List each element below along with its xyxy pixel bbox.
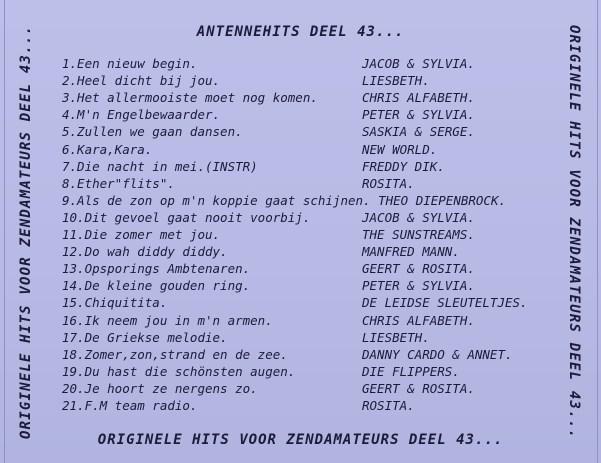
track-title: 4.M'n Engelbewaarder. bbox=[62, 107, 221, 123]
track-artist: ROSITA. bbox=[362, 175, 415, 191]
track-artist: DE LEIDSE SLEUTELTJES. bbox=[362, 295, 528, 311]
track-artist: PETER & SYLVIA. bbox=[362, 107, 475, 123]
track-title: 13.Opsporings Ambtenaren. bbox=[62, 261, 251, 277]
track-title: 20.Je hoort ze nergens zo. bbox=[62, 380, 258, 396]
track-title: 21.F.M team radio. bbox=[62, 398, 198, 413]
track-title: 10.Dit gevoel gaat nooit voorbij. bbox=[62, 209, 311, 225]
track-artist: DANNY CARDO & ANNET. bbox=[362, 346, 513, 362]
track-title: 15.Chiquitita. bbox=[62, 295, 168, 311]
track-artist: ROSITA. bbox=[362, 398, 415, 413]
track-title: 14.De kleine gouden ring. bbox=[62, 278, 251, 294]
track-title: 11.Die zomer met jou. bbox=[62, 227, 221, 242]
track-title: 8.Ether"flits". bbox=[62, 175, 175, 191]
track-title: 3.Het allermooiste moet nog komen. bbox=[62, 90, 318, 106]
track-title: 16.Ik neem jou in m'n armen. bbox=[62, 312, 273, 328]
left-spine-text: ORIGINELE HITS VOOR ZENDAMATEURS DEEL 43... bbox=[18, 24, 34, 440]
track-title: 9.Als de zon op m'n koppie gaat schijnen. THEO DIEPENBROCK. bbox=[62, 192, 507, 208]
track-artist: MANFRED MANN. bbox=[362, 244, 460, 260]
track-artist: JACOB & SYLVIA. bbox=[362, 56, 475, 71]
track-title: 17.De Griekse melodie. bbox=[62, 329, 228, 345]
track-title: 6.Kara,Kara. bbox=[62, 141, 153, 157]
track-title: 18.Zomer,zon,strand en de zee. bbox=[62, 346, 288, 362]
track-artist: DIE FLIPPERS. bbox=[362, 363, 460, 379]
track-artist: PETER & SYLVIA. bbox=[362, 278, 475, 294]
track-title: 2.Heel dicht bij jou. bbox=[62, 73, 221, 89]
track-title: 12.Do wah diddy diddy. bbox=[62, 244, 228, 260]
track-artist: NEW WORLD. bbox=[362, 141, 438, 157]
bottom-title: ORIGINELE HITS VOOR ZENDAMATEURS DEEL 43... bbox=[97, 432, 504, 448]
track-artist: CHRIS ALFABETH. bbox=[362, 90, 475, 106]
track-artist: THE SUNSTREAMS. bbox=[362, 227, 475, 242]
track-artist: CHRIS ALFABETH. bbox=[362, 312, 475, 328]
track-artist: GEERT & ROSITA. bbox=[362, 380, 475, 396]
track-artist: SASKIA & SERGE. bbox=[362, 124, 475, 140]
track-title: 1.Een nieuw begin. bbox=[62, 56, 198, 71]
top-title: ANTENNEHITS DEEL 43... bbox=[196, 24, 405, 40]
track-title: 19.Du hast die schönsten augen. bbox=[62, 363, 296, 379]
track-artist: JACOB & SYLVIA. bbox=[362, 209, 475, 225]
left-edge-line bbox=[4, 0, 5, 463]
right-spine-text: ORIGINELE HITS VOOR ZENDAMATEURS DEEL 43... bbox=[566, 24, 582, 440]
track-title: 5.Zullen we gaan dansen. bbox=[62, 124, 243, 140]
right-edge-line bbox=[597, 0, 598, 463]
track-artist: FREDDY DIK. bbox=[362, 158, 445, 174]
track-title: 7.Die nacht in mei.(INSTR) bbox=[62, 158, 258, 174]
track-artist: LIESBETH. bbox=[362, 329, 430, 345]
track-artist: LIESBETH. bbox=[362, 73, 430, 89]
track-artist: GEERT & ROSITA. bbox=[362, 261, 475, 277]
